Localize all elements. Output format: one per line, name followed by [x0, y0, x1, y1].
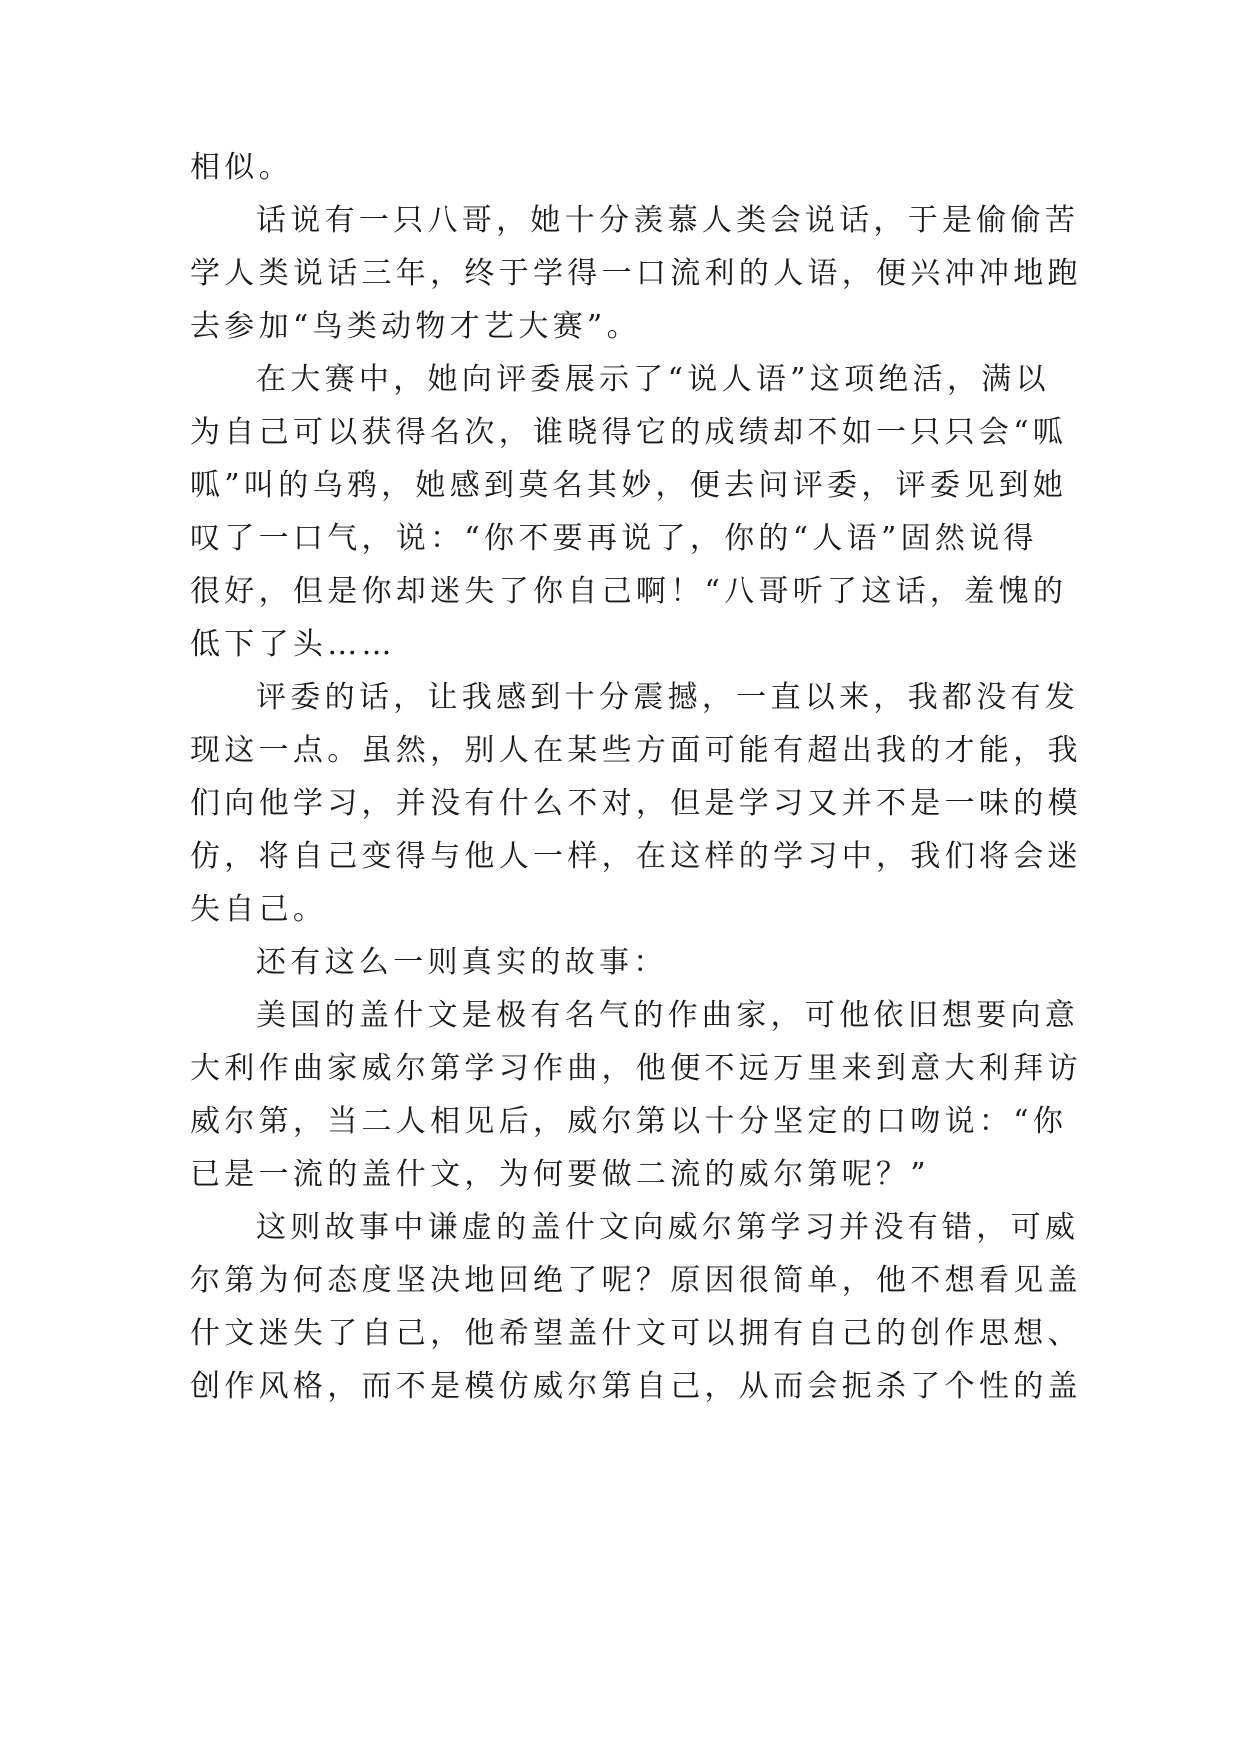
- text-line: 什文迷失了自己，他希望盖什文可以拥有自己的创作思想、: [190, 1316, 1082, 1351]
- paragraph-first-line: 在大赛中，她向评委展示了“说人语”这项绝活，满以: [256, 362, 1050, 397]
- text-line: 威尔第，当二人相见后，威尔第以十分坚定的口吻说：“你: [190, 1104, 1068, 1139]
- text-line: 去参加“鸟类动物才艺大赛”。: [190, 309, 641, 344]
- text-line: 创作风格，而不是模仿威尔第自己，从而会扼杀了个性的盖: [190, 1369, 1082, 1404]
- paragraph-first-line: 这则故事中谦虚的盖什文向威尔第学习并没有错，可威: [256, 1210, 1080, 1245]
- text-line: 已是一流的盖什文，为何要做二流的威尔第呢？”: [190, 1157, 930, 1192]
- text-line: 相似。: [190, 150, 293, 185]
- text-line: 仿，将自己变得与他人一样，在这样的学习中，我们将会迷: [190, 839, 1082, 874]
- paragraph-first-line: 美国的盖什文是极有名气的作曲家，可他依旧想要向意: [256, 998, 1080, 1033]
- text-line: 现这一点。虽然，别人在某些方面可能有超出我的才能，我: [190, 733, 1082, 768]
- text-line: 学人类说话三年，终于学得一口流利的人语，便兴冲冲地跑: [190, 256, 1082, 291]
- text-line: 很好，但是你却迷失了你自己啊！“八哥听了这话，羞愧的: [190, 574, 1068, 609]
- text-line: 叹了一口气，说：“你不要再说了，你的“人语”固然说得: [190, 521, 1038, 556]
- paragraph-first-line: 话说有一只八哥，她十分羡慕人类会说话，于是偷偷苦: [256, 203, 1080, 238]
- text-line: 大利作曲家威尔第学习作曲，他便不远万里来到意大利拜访: [190, 1051, 1082, 1086]
- text-line: 失自己。: [190, 892, 328, 927]
- text-line: 为自己可以获得名次，谁晓得它的成绩却不如一只只会“呱: [190, 415, 1068, 450]
- text-line: 呱”叫的乌鸦，她感到莫名其妙，便去问评委，评委见到她: [190, 468, 1068, 503]
- paragraph-first-line: 评委的话，让我感到十分震撼，一直以来，我都没有发: [256, 680, 1080, 715]
- text-line: 们向他学习，并没有什么不对，但是学习又并不是一味的模: [190, 786, 1082, 821]
- text-line: 低下了头……: [190, 627, 396, 662]
- text-line: 尔第为何态度坚决地回绝了呢？原因很简单，他不想看见盖: [190, 1263, 1082, 1298]
- paragraph-first-line: 还有这么一则真实的故事：: [256, 945, 668, 980]
